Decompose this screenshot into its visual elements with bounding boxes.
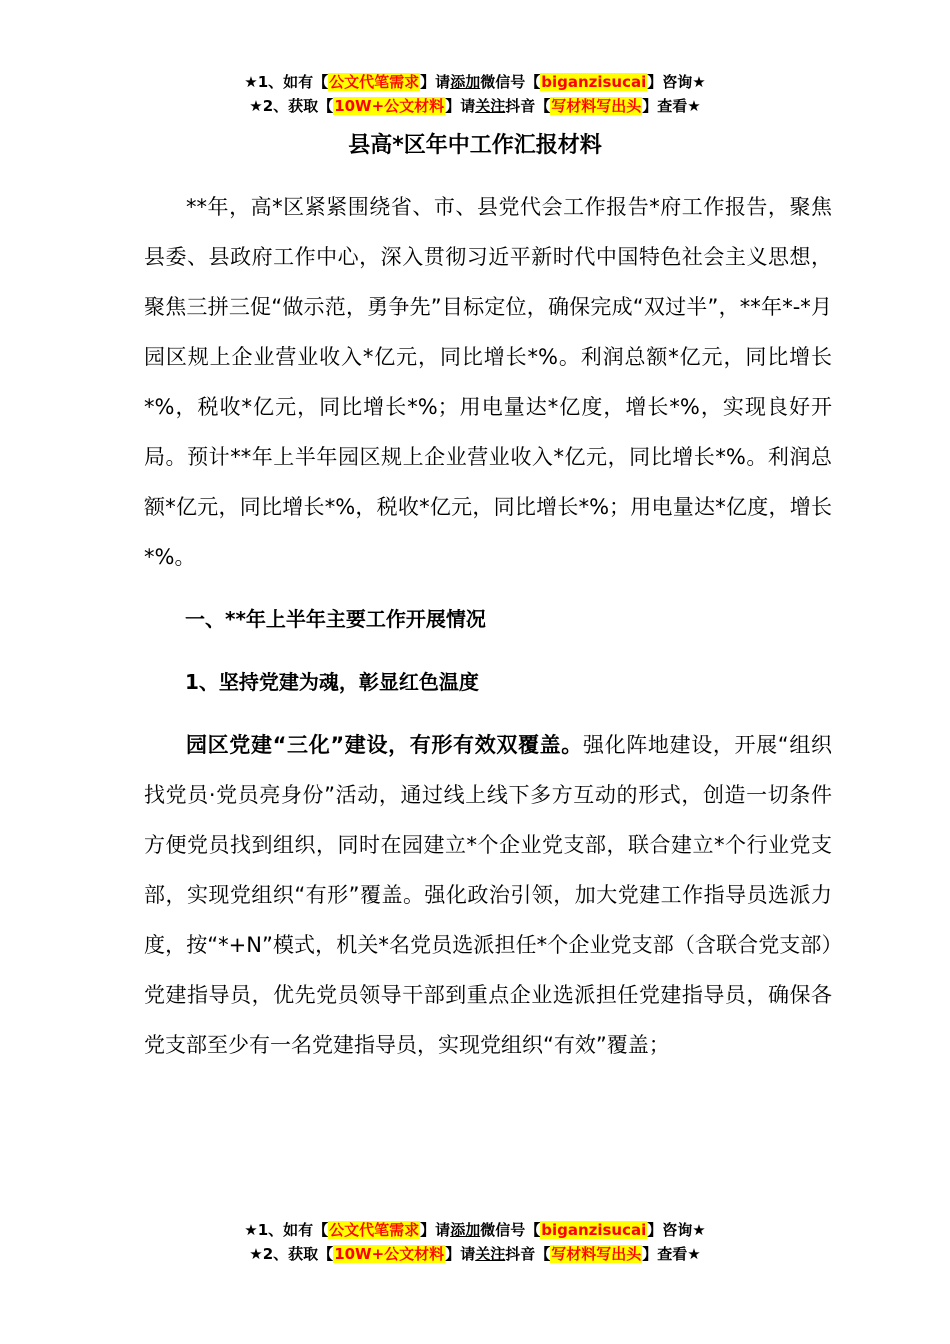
banner-line-2 [0,1242,950,1266]
banner-highlight: 10W+公文材料 [334,97,445,115]
party-building-section [144,720,832,1070]
intro-paragraph: **年，高*区紧紧围绕省、市、县党代会工作报告*府工作报告，聚焦县委、县政府工作中心，深入贯彻习近平新时代中国特色社会主义思想，聚焦三拼三促“做示范，勇争先”目标定位，确保完成“双过半”，**年*-*月园区规上企业营业收入*亿元，同比增长*%。利润总额*亿元，同比增长*%，税收*亿元，同比增长*%；用电量达*亿度，增长*%，实现良好开局。预计**年上半年园区规上企业营业收入*亿元，同比增长*%。利润总额*亿元，同比增长*%，税收*亿元，同比增长*%；用电量达*亿度，增长*%。 [144,195,832,569]
banner-text: 抖音【 [505,97,551,115]
banner-text: ★2、获取【 [249,1245,334,1263]
banner-line-1 [0,1218,950,1242]
paragraph-body: 强化阵地建设，开展“组织找党员·党员亮身份”活动，通过线上线下多方互动的形式，创造一切条件方便党员找到组织，同时在园建立*个企业党支部，联合建立*个行业党支部，实现党组织“有形”覆盖。强化政治引领，加大党建工作指导员选派力度，按“*+N”模式，机关*名党员选派担任*个企业党支部（含联合党支部）党建指导员，优先党员领导干部到重点企业选派担任党建指导员，确保各党支部至少有一名党建指导员，实现党组织“有效”覆盖； [144,733,832,1057]
banner-text: ★1、如有【 [244,1221,329,1239]
banner-text: 】查看★ [642,97,701,115]
intro-section [144,182,832,582]
document-title: 县高*区年中工作汇报材料 [348,133,602,158]
banner-text: 】请 [420,73,451,91]
banner-text: 】请 [445,97,476,115]
banner-highlight: 10W+公文材料 [334,1245,445,1263]
banner-text: 】查看★ [642,1245,701,1263]
banner-text: 微信号【 [480,1221,541,1239]
subsection-heading: 1、坚持党建为魂，彰显红色温度 [185,670,479,694]
party-building-paragraph [144,720,832,1070]
banner-highlight: biganzisucai [541,73,647,91]
banner-text: 】请 [420,1221,451,1239]
banner-highlight: 写材料写出头 [551,97,642,115]
section-heading: 一、**年上半年主要工作开展情况 [185,607,486,631]
banner-line-2 [0,94,950,118]
banner-highlight: biganzisucai [541,1221,647,1239]
banner-text: 微信号【 [480,73,541,91]
banner-line-1 [0,70,950,94]
banner-text: ★1、如有【 [244,73,329,91]
banner-text: 抖音【 [505,1245,551,1263]
header-banner [0,70,950,118]
banner-underlined: 添加 [450,1221,481,1239]
banner-text: ★2、获取【 [249,97,334,115]
banner-text: 】请 [445,1245,476,1263]
banner-highlight: 公文代笔需求 [329,73,420,91]
banner-underlined: 关注 [475,97,506,115]
banner-underlined: 添加 [450,73,481,91]
banner-text: 】咨询★ [647,73,706,91]
banner-highlight: 公文代笔需求 [329,1221,420,1239]
banner-highlight: 写材料写出头 [551,1245,642,1263]
footer-banner [0,1218,950,1266]
paragraph-lead: 园区党建“三化”建设，有形有效双覆盖。 [186,733,583,757]
banner-text: 】咨询★ [647,1221,706,1239]
banner-underlined: 关注 [475,1245,506,1263]
